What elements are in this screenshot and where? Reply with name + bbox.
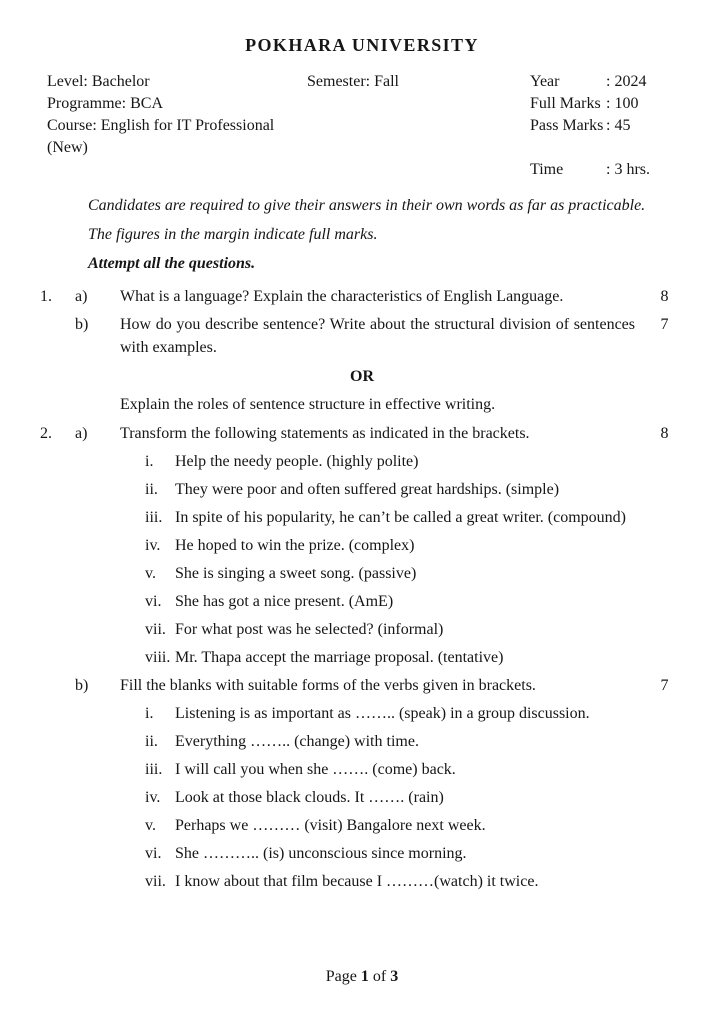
meta-year-value: : 2024: [606, 73, 647, 90]
meta-row: [47, 159, 674, 181]
or-divider: OR: [350, 368, 374, 385]
question-1a: [40, 285, 694, 308]
footer-page-word: Page: [325, 968, 357, 985]
marks-value: 8: [660, 425, 669, 442]
exam-meta-block: [47, 71, 674, 181]
roman-numeral: ii.: [145, 481, 158, 498]
item-text: She ……….. (is) unconscious since morning.: [175, 845, 467, 862]
item-text: Listening is as important as …….. (speak) in a group discussion.: [175, 705, 590, 722]
meta-semester: Semester: Fall: [307, 73, 399, 90]
question-letter: b): [75, 316, 89, 333]
or-alternative-text: Explain the roles of sentence structure in effective writing.: [120, 396, 496, 413]
roman-numeral: iv.: [145, 789, 161, 806]
meta-programme: Programme: BCA: [47, 95, 163, 112]
list-item: [145, 534, 633, 557]
list-item: [145, 506, 633, 529]
roman-numeral: vii.: [145, 873, 166, 890]
question-2a-items: [145, 450, 633, 669]
question-text: What is a language? Explain the characteristics of English Language.: [120, 288, 564, 305]
item-text: He hoped to win the prize. (complex): [175, 537, 415, 554]
meta-time-value: : 3 hrs.: [606, 161, 650, 178]
meta-spacer: [307, 93, 530, 115]
meta-row: [47, 93, 674, 115]
meta-time: [530, 159, 674, 181]
meta-course: Course: English for IT Professional (New): [47, 117, 275, 156]
list-item: [145, 870, 633, 893]
footer-of-word: of: [372, 968, 387, 985]
meta-full-marks-label: Full Marks: [530, 95, 601, 112]
item-text: They were poor and often suffered great hardships. (simple): [175, 481, 560, 498]
roman-numeral: vi.: [145, 593, 162, 610]
instruction-note-3: Attempt all the questions.: [88, 255, 256, 272]
list-item: [145, 478, 633, 501]
meta-year: [530, 71, 674, 93]
question-2b-items: [145, 702, 633, 893]
roman-numeral: viii.: [145, 649, 171, 666]
roman-numeral: iii.: [145, 761, 163, 778]
list-item: [145, 814, 633, 837]
list-item: [145, 758, 633, 781]
roman-numeral: v.: [145, 817, 156, 834]
page-footer: [0, 965, 724, 988]
meta-spacer: [47, 159, 307, 181]
marks-value: 7: [660, 677, 669, 694]
item-text: She has got a nice present. (AmE): [175, 593, 394, 610]
list-item: [145, 590, 633, 613]
roman-numeral: vii.: [145, 621, 166, 638]
meta-full-marks: [530, 93, 674, 115]
meta-pass-marks-label: Pass Marks: [530, 117, 604, 134]
questions-section: [0, 285, 724, 893]
marks-value: 7: [660, 316, 669, 333]
list-item: [145, 730, 633, 753]
roman-numeral: ii.: [145, 733, 158, 750]
meta-spacer: [307, 115, 530, 159]
item-text: Perhaps we ……… (visit) Bangalore next week.: [175, 817, 486, 834]
question-number-spacer: [40, 674, 75, 697]
item-text: Look at those black clouds. It ……. (rain): [175, 789, 444, 806]
question-letter: b): [75, 677, 89, 694]
meta-row: [47, 71, 674, 93]
question-number-spacer: [40, 313, 75, 359]
candidate-instructions: [88, 194, 668, 275]
question-1b: [40, 313, 694, 359]
meta-level: Level: Bachelor: [47, 73, 150, 90]
marks-value: 8: [660, 288, 669, 305]
footer-page-number: 1: [360, 968, 369, 985]
question-number: 1.: [40, 288, 52, 305]
list-item: [145, 618, 633, 641]
item-text: For what post was he selected? (informal): [175, 621, 444, 638]
roman-numeral: iii.: [145, 509, 163, 526]
meta-pass-marks-value: : 45: [606, 117, 631, 134]
roman-numeral: vi.: [145, 845, 162, 862]
question-2b: [40, 674, 694, 697]
page-title: POKHARA UNIVERSITY: [245, 35, 479, 55]
question-letter: a): [75, 288, 88, 305]
item-text: Help the needy people. (highly polite): [175, 453, 419, 470]
meta-pass-marks: [530, 115, 674, 159]
question-number: 2.: [40, 425, 52, 442]
question-2a: [40, 422, 694, 445]
meta-full-marks-value: : 100: [606, 95, 639, 112]
instruction-note-2: The figures in the margin indicate full marks.: [88, 226, 378, 243]
item-text: Everything …….. (change) with time.: [175, 733, 419, 750]
footer-total-pages: 3: [390, 968, 399, 985]
meta-time-label: Time: [530, 161, 564, 178]
question-text: Fill the blanks with suitable forms of the verbs given in brackets.: [120, 677, 536, 694]
roman-numeral: i.: [145, 453, 154, 470]
roman-numeral: v.: [145, 565, 156, 582]
roman-numeral: i.: [145, 705, 154, 722]
question-letter: a): [75, 425, 88, 442]
meta-year-label: Year: [530, 73, 560, 90]
question-text: How do you describe sentence? Write about the structural division of sentences with examples.: [120, 316, 635, 356]
meta-spacer: [307, 159, 530, 181]
instruction-note-1: Candidates are required to give their answers in their own words as far as practicable.: [88, 197, 646, 214]
question-text: Transform the following statements as indicated in the brackets.: [120, 425, 530, 442]
item-text: I will call you when she ……. (come) back.: [175, 761, 456, 778]
list-item: [145, 646, 633, 669]
list-item: [145, 450, 633, 473]
list-item: [145, 562, 633, 585]
list-item: [145, 842, 633, 865]
item-text: In spite of his popularity, he can’t be called a great writer. (compound): [175, 509, 626, 526]
item-text: I know about that film because I ………(watch) it twice.: [175, 873, 539, 890]
list-item: [145, 702, 633, 725]
item-text: Mr. Thapa accept the marriage proposal. (tentative): [175, 649, 504, 666]
roman-numeral: iv.: [145, 537, 161, 554]
item-text: She is singing a sweet song. (passive): [175, 565, 417, 582]
list-item: [145, 786, 633, 809]
meta-row: [47, 115, 674, 159]
